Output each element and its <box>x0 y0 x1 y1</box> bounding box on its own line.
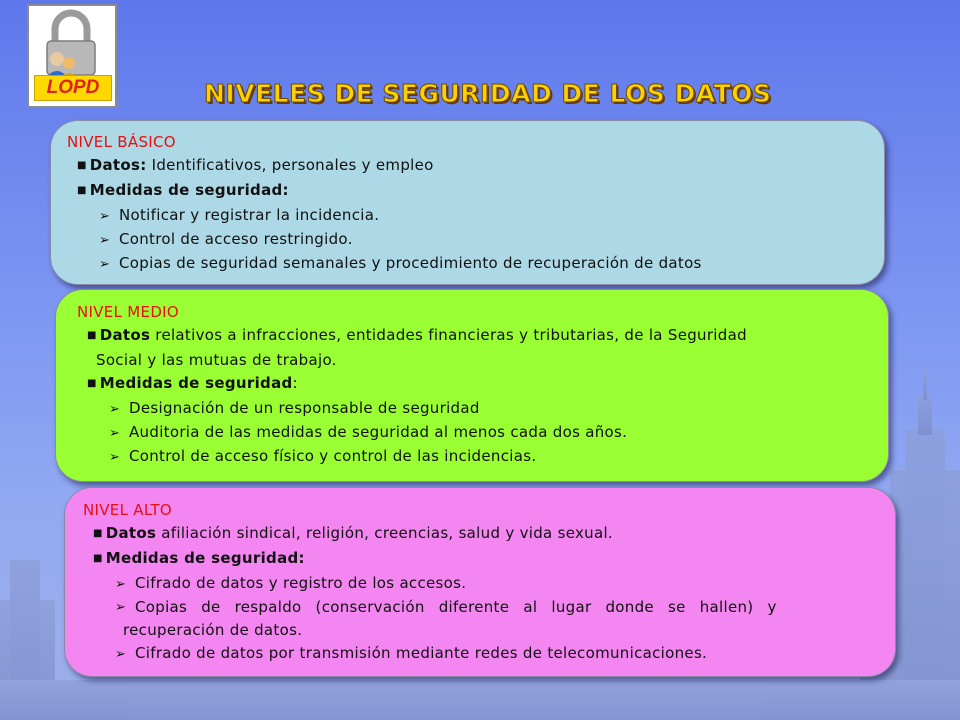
lopd-badge: LOPD <box>34 75 112 101</box>
justified-text: Copias de respaldo (conservación diferente al lugar donde se hallen) y <box>135 598 777 616</box>
page-title: NIVELES DE SEGURIDAD DE LOS DATOS <box>204 79 772 108</box>
list-item <box>83 596 895 619</box>
list-item: ➢ Designación de un responsable de seguridad <box>77 397 888 421</box>
arrow-bullet-icon: ➢ <box>109 402 121 417</box>
level-high-title: NIVEL ALTO <box>83 501 173 519</box>
padlock-with-people-icon <box>35 9 109 79</box>
lopd-logo <box>27 4 117 108</box>
level-basic-medidas-label: ■ Medidas de seguridad: <box>77 181 289 199</box>
list-item: ➢ Copias de seguridad semanales y procedimiento de recuperación de datos <box>67 252 884 276</box>
level-high-datos: ■ Datos afiliación sindical, religión, creencias, salud y vida sexual. <box>93 524 614 542</box>
arrow-bullet-icon: ➢ <box>115 600 127 615</box>
square-bullet-icon: ■ <box>77 160 87 171</box>
square-bullet-icon: ■ <box>87 378 97 389</box>
level-medium-title: NIVEL MEDIO <box>77 303 180 321</box>
square-bullet-icon: ■ <box>93 553 103 564</box>
list-item: ➢ Auditoria de las medidas de seguridad al menos cada dos años. <box>77 421 888 445</box>
square-bullet-icon: ■ <box>93 528 103 539</box>
level-medium-medidas-label: ■ Medidas de seguridad: <box>87 374 298 392</box>
list-item: ➢ Control de acceso restringido. <box>67 228 884 252</box>
square-bullet-icon: ■ <box>87 330 97 341</box>
arrow-bullet-icon: ➢ <box>99 257 111 272</box>
list-item: ➢ Cifrado de datos por transmisión mediante redes de telecomunicaciones. <box>83 642 895 666</box>
square-bullet-icon: ■ <box>77 185 87 196</box>
arrow-bullet-icon: ➢ <box>109 450 121 465</box>
level-high-medidas-label: ■ Medidas de seguridad: <box>93 549 305 567</box>
list-item: ➢ Control de acceso físico y control de las incidencias. <box>77 445 888 469</box>
list-item: ➢ Cifrado de datos y registro de los accesos. <box>83 572 895 596</box>
level-medium-datos: ■ Datos relativos a infracciones, entidades financieras y tributarias, de la Seguridad <box>87 326 747 344</box>
list-item: ➢ Notificar y registrar la incidencia. <box>67 204 884 228</box>
arrow-bullet-icon: ➢ <box>115 577 127 592</box>
level-high-panel <box>64 487 896 677</box>
list-item-cont: recuperación de datos. <box>123 621 303 639</box>
level-medium-panel <box>55 289 889 482</box>
level-medium-datos-cont: Social y las mutuas de trabajo. <box>96 351 337 369</box>
arrow-bullet-icon: ➢ <box>99 233 111 248</box>
level-basic-title: NIVEL BÁSICO <box>67 133 176 151</box>
level-basic-datos: ■ Datos: Identificativos, personales y empleo <box>77 156 434 174</box>
level-basic-panel <box>50 120 885 285</box>
arrow-bullet-icon: ➢ <box>109 426 121 441</box>
arrow-bullet-icon: ➢ <box>115 647 127 662</box>
arrow-bullet-icon: ➢ <box>99 209 111 224</box>
